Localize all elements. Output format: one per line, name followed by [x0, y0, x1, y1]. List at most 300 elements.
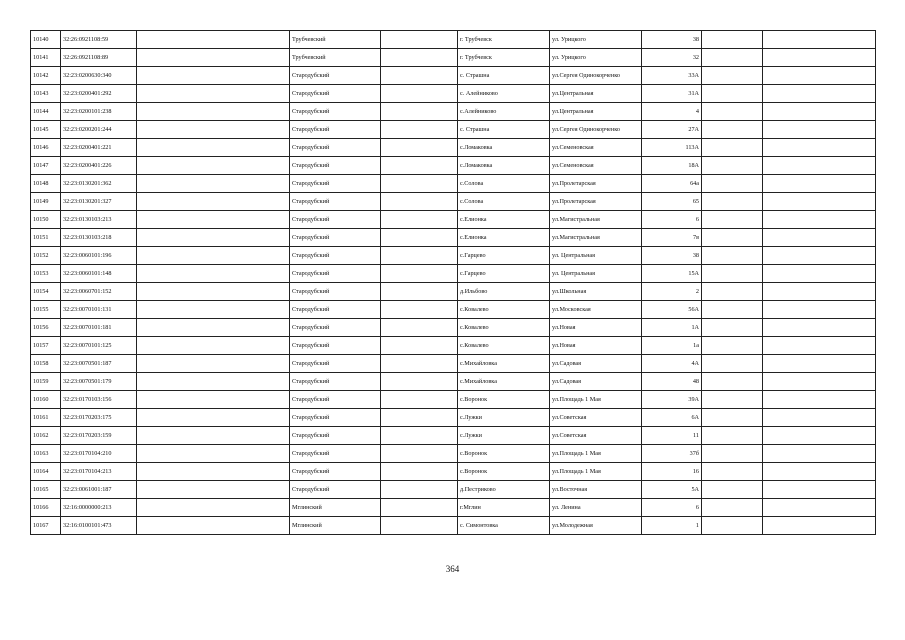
cell-blank-col — [137, 481, 290, 499]
cell-blank-col — [137, 373, 290, 391]
cell-house-number: 37б — [642, 445, 702, 463]
cell-blank-col — [381, 373, 458, 391]
cell-blank-col — [702, 481, 763, 499]
cell-settlement: с.Елионка — [458, 211, 550, 229]
cell-blank-col — [763, 337, 876, 355]
cell-settlement: с.Солова — [458, 193, 550, 211]
cell-district: Стародубский — [290, 103, 381, 121]
cell-blank-col — [381, 229, 458, 247]
cell-district: Стародубский — [290, 427, 381, 445]
cell-street: ул. Центральная — [550, 247, 642, 265]
cell-district: Стародубский — [290, 157, 381, 175]
cell-blank-col — [137, 265, 290, 283]
cell-blank-col — [702, 301, 763, 319]
table-row — [31, 373, 876, 391]
cell-blank-col — [763, 67, 876, 85]
cell-row-number: 10141 — [31, 49, 61, 67]
cell-settlement: с. Алейниково — [458, 85, 550, 103]
cell-house-number: 65 — [642, 193, 702, 211]
cell-blank-col — [381, 193, 458, 211]
cell-blank-col — [137, 283, 290, 301]
cell-blank-col — [137, 355, 290, 373]
cell-blank-col — [381, 211, 458, 229]
cell-cadastral-number: 32:16:0100101:473 — [61, 517, 137, 535]
cell-house-number: 16 — [642, 463, 702, 481]
cell-street: ул.Восточная — [550, 481, 642, 499]
table-row — [31, 319, 876, 337]
cell-blank-col — [381, 337, 458, 355]
cell-street: ул.Семеновская — [550, 139, 642, 157]
cell-street: ул.Площадь 1 Мая — [550, 391, 642, 409]
cell-settlement: с.Воронок — [458, 391, 550, 409]
cell-row-number: 10151 — [31, 229, 61, 247]
cell-settlement: д.Пестриково — [458, 481, 550, 499]
cell-blank-col — [381, 481, 458, 499]
cell-district: Стародубский — [290, 193, 381, 211]
cell-district: Стародубский — [290, 445, 381, 463]
cell-cadastral-number: 32:23:0170203:175 — [61, 409, 137, 427]
cell-district: Стародубский — [290, 373, 381, 391]
cell-district: Стародубский — [290, 355, 381, 373]
cell-blank-col — [702, 247, 763, 265]
cell-settlement: с.Гарцево — [458, 265, 550, 283]
cell-street: ул.Новая — [550, 337, 642, 355]
cell-settlement: с.Воронок — [458, 463, 550, 481]
cell-house-number: 15А — [642, 265, 702, 283]
cell-house-number: 6 — [642, 499, 702, 517]
cadastre-table — [30, 30, 876, 535]
cell-cadastral-number: 32:23:0070501:187 — [61, 355, 137, 373]
cell-row-number: 10148 — [31, 175, 61, 193]
cell-cadastral-number: 32:23:0070101:181 — [61, 319, 137, 337]
cell-street: ул.Центральная — [550, 103, 642, 121]
table-row — [31, 157, 876, 175]
cell-blank-col — [763, 427, 876, 445]
cell-cadastral-number: 32:23:0200401:292 — [61, 85, 137, 103]
cell-district: Стародубский — [290, 283, 381, 301]
cell-row-number: 10143 — [31, 85, 61, 103]
cell-cadastral-number: 32:23:0061001:187 — [61, 481, 137, 499]
cell-street: ул.Садовая — [550, 373, 642, 391]
cell-house-number: 38 — [642, 31, 702, 49]
cell-house-number: 27А — [642, 121, 702, 139]
table-row — [31, 283, 876, 301]
cell-street: ул. Ленина — [550, 499, 642, 517]
cell-blank-col — [763, 157, 876, 175]
cell-settlement: с.Ковалево — [458, 301, 550, 319]
cell-blank-col — [702, 319, 763, 337]
cell-blank-col — [137, 157, 290, 175]
cell-row-number: 10144 — [31, 103, 61, 121]
cell-cadastral-number: 32:23:0060701:152 — [61, 283, 137, 301]
cell-blank-col — [763, 283, 876, 301]
cell-blank-col — [763, 31, 876, 49]
cell-district: Стародубский — [290, 211, 381, 229]
cell-cadastral-number: 32:23:0060101:196 — [61, 247, 137, 265]
cell-blank-col — [763, 265, 876, 283]
cell-blank-col — [137, 49, 290, 67]
cell-blank-col — [381, 463, 458, 481]
table-row — [31, 427, 876, 445]
cell-district: Стародубский — [290, 247, 381, 265]
table-row — [31, 337, 876, 355]
cell-blank-col — [702, 445, 763, 463]
cell-blank-col — [137, 247, 290, 265]
cell-cadastral-number: 32:23:0200401:226 — [61, 157, 137, 175]
cell-district: Мглинский — [290, 499, 381, 517]
cell-street: ул.Семеновская — [550, 157, 642, 175]
cell-house-number: 48 — [642, 373, 702, 391]
cell-house-number: 38 — [642, 247, 702, 265]
cell-blank-col — [137, 337, 290, 355]
cell-row-number: 10157 — [31, 337, 61, 355]
table-row — [31, 139, 876, 157]
table-row — [31, 481, 876, 499]
cell-district: Стародубский — [290, 67, 381, 85]
cell-blank-col — [763, 211, 876, 229]
cell-district: Стародубский — [290, 319, 381, 337]
cell-cadastral-number: 32:23:0170103:156 — [61, 391, 137, 409]
cell-blank-col — [381, 157, 458, 175]
cell-blank-col — [702, 211, 763, 229]
document-table-container — [30, 30, 876, 535]
cell-house-number: 113А — [642, 139, 702, 157]
table-row — [31, 409, 876, 427]
cell-house-number: 18А — [642, 157, 702, 175]
cell-blank-col — [763, 175, 876, 193]
cell-blank-col — [137, 139, 290, 157]
table-row — [31, 445, 876, 463]
table-row — [31, 517, 876, 535]
cell-cadastral-number: 32:23:0200401:221 — [61, 139, 137, 157]
cell-district: Стародубский — [290, 463, 381, 481]
cell-street: ул.Школьная — [550, 283, 642, 301]
cell-house-number: 33А — [642, 67, 702, 85]
cell-row-number: 10165 — [31, 481, 61, 499]
cell-blank-col — [137, 193, 290, 211]
cell-cadastral-number: 32:23:0060101:148 — [61, 265, 137, 283]
cell-row-number: 10153 — [31, 265, 61, 283]
cell-street: ул.Площадь 1 Мая — [550, 463, 642, 481]
cell-house-number: 2 — [642, 283, 702, 301]
cell-blank-col — [137, 103, 290, 121]
cell-blank-col — [763, 355, 876, 373]
cell-house-number: 39А — [642, 391, 702, 409]
cell-settlement: с.Лужки — [458, 409, 550, 427]
cell-district: Трубчевский — [290, 49, 381, 67]
cell-blank-col — [381, 391, 458, 409]
cell-cadastral-number: 32:23:0070501:179 — [61, 373, 137, 391]
cell-blank-col — [137, 211, 290, 229]
cell-settlement: с.Елионка — [458, 229, 550, 247]
cell-row-number: 10152 — [31, 247, 61, 265]
cell-settlement: с.Алейниково — [458, 103, 550, 121]
cell-district: Стародубский — [290, 337, 381, 355]
table-row — [31, 229, 876, 247]
cell-blank-col — [381, 427, 458, 445]
cell-row-number: 10159 — [31, 373, 61, 391]
page-number: 364 — [445, 564, 460, 574]
cell-street: ул.Пролетарская — [550, 175, 642, 193]
cell-blank-col — [763, 85, 876, 103]
cell-house-number: 6 — [642, 211, 702, 229]
cell-blank-col — [763, 49, 876, 67]
cell-blank-col — [381, 67, 458, 85]
cell-blank-col — [381, 103, 458, 121]
cell-blank-col — [381, 301, 458, 319]
cell-blank-col — [381, 445, 458, 463]
cell-street: ул.Советская — [550, 427, 642, 445]
cell-cadastral-number: 32:16:0000000:213 — [61, 499, 137, 517]
cell-blank-col — [763, 463, 876, 481]
cell-house-number: 4 — [642, 103, 702, 121]
cell-blank-col — [702, 157, 763, 175]
cell-row-number: 10160 — [31, 391, 61, 409]
cell-settlement: г. Трубчевск — [458, 49, 550, 67]
cell-blank-col — [702, 139, 763, 157]
cell-settlement: д.Ильбово — [458, 283, 550, 301]
cell-blank-col — [702, 283, 763, 301]
cell-blank-col — [702, 175, 763, 193]
table-row — [31, 301, 876, 319]
table-row — [31, 121, 876, 139]
cell-street: ул.Садовая — [550, 355, 642, 373]
cell-street: ул.Площадь 1 Мая — [550, 445, 642, 463]
cell-blank-col — [381, 85, 458, 103]
cell-street: ул.Советская — [550, 409, 642, 427]
table-row — [31, 391, 876, 409]
cell-blank-col — [763, 481, 876, 499]
cell-house-number: 56А — [642, 301, 702, 319]
table-row — [31, 499, 876, 517]
cell-house-number: 7в — [642, 229, 702, 247]
cell-district: Стародубский — [290, 265, 381, 283]
table-row — [31, 193, 876, 211]
cell-blank-col — [763, 445, 876, 463]
cell-district: Стародубский — [290, 409, 381, 427]
cell-street: ул.Магистральная — [550, 229, 642, 247]
cell-district: Стародубский — [290, 391, 381, 409]
cell-blank-col — [702, 409, 763, 427]
cell-blank-col — [137, 409, 290, 427]
table-row — [31, 67, 876, 85]
cell-row-number: 10166 — [31, 499, 61, 517]
cell-settlement: с.Воронок — [458, 445, 550, 463]
cell-row-number: 10162 — [31, 427, 61, 445]
cell-settlement: с.Ковалево — [458, 319, 550, 337]
cell-house-number: 6А — [642, 409, 702, 427]
cell-blank-col — [381, 247, 458, 265]
cell-blank-col — [702, 463, 763, 481]
cell-blank-col — [763, 391, 876, 409]
cell-street: ул.Сергея Одинокорченко — [550, 67, 642, 85]
cell-settlement: с.Солова — [458, 175, 550, 193]
cell-blank-col — [381, 31, 458, 49]
cell-house-number: 64а — [642, 175, 702, 193]
cell-cadastral-number: 32:23:0130201:327 — [61, 193, 137, 211]
cell-house-number: 1А — [642, 319, 702, 337]
cell-settlement: с.Михайловка — [458, 355, 550, 373]
cell-blank-col — [381, 319, 458, 337]
cell-settlement: г.Мглин — [458, 499, 550, 517]
cell-blank-col — [381, 499, 458, 517]
cell-blank-col — [702, 355, 763, 373]
cell-house-number: 1 — [642, 517, 702, 535]
cell-blank-col — [702, 265, 763, 283]
cell-blank-col — [763, 409, 876, 427]
cell-cadastral-number: 32:23:0130201:362 — [61, 175, 137, 193]
cell-row-number: 10147 — [31, 157, 61, 175]
cell-row-number: 10150 — [31, 211, 61, 229]
cell-row-number: 10156 — [31, 319, 61, 337]
cell-row-number: 10167 — [31, 517, 61, 535]
cell-blank-col — [702, 427, 763, 445]
cell-row-number: 10140 — [31, 31, 61, 49]
cell-blank-col — [763, 373, 876, 391]
cell-row-number: 10163 — [31, 445, 61, 463]
table-row — [31, 247, 876, 265]
cell-settlement: с.Гарцево — [458, 247, 550, 265]
cell-blank-col — [702, 85, 763, 103]
cell-row-number: 10164 — [31, 463, 61, 481]
cell-blank-col — [381, 139, 458, 157]
cell-blank-col — [702, 103, 763, 121]
cell-cadastral-number: 32:23:0070101:131 — [61, 301, 137, 319]
cell-street: ул.Московская — [550, 301, 642, 319]
cell-settlement: с. Симонтовка — [458, 517, 550, 535]
cell-blank-col — [702, 121, 763, 139]
cell-settlement: с.Ломаковка — [458, 139, 550, 157]
cell-street: ул.Центральная — [550, 85, 642, 103]
table-row — [31, 85, 876, 103]
cell-blank-col — [381, 283, 458, 301]
cell-settlement: с.Ковалево — [458, 337, 550, 355]
cell-row-number: 10155 — [31, 301, 61, 319]
cell-blank-col — [137, 229, 290, 247]
cell-district: Трубчевский — [290, 31, 381, 49]
cell-street: ул.Новая — [550, 319, 642, 337]
cell-street: ул.Сергея Одинокорченко — [550, 121, 642, 139]
cell-blank-col — [137, 31, 290, 49]
cell-row-number: 10145 — [31, 121, 61, 139]
cell-cadastral-number: 32:23:0170104:213 — [61, 463, 137, 481]
cell-row-number: 10142 — [31, 67, 61, 85]
cell-house-number: 11 — [642, 427, 702, 445]
cell-blank-col — [137, 301, 290, 319]
cell-blank-col — [702, 337, 763, 355]
cell-blank-col — [381, 49, 458, 67]
cell-district: Стародубский — [290, 229, 381, 247]
cell-blank-col — [137, 175, 290, 193]
cell-blank-col — [763, 499, 876, 517]
cell-district: Стародубский — [290, 301, 381, 319]
cell-blank-col — [137, 517, 290, 535]
cell-house-number: 1а — [642, 337, 702, 355]
cell-settlement: с.Лужки — [458, 427, 550, 445]
cell-district: Стародубский — [290, 175, 381, 193]
cell-cadastral-number: 32:23:0170104:210 — [61, 445, 137, 463]
cell-district: Стародубский — [290, 85, 381, 103]
cell-blank-col — [702, 229, 763, 247]
cell-blank-col — [137, 445, 290, 463]
cell-blank-col — [702, 517, 763, 535]
cell-blank-col — [381, 517, 458, 535]
cell-blank-col — [702, 373, 763, 391]
cell-blank-col — [763, 121, 876, 139]
table-row — [31, 463, 876, 481]
cell-blank-col — [137, 121, 290, 139]
cell-blank-col — [763, 103, 876, 121]
table-row — [31, 103, 876, 121]
cell-cadastral-number: 32:23:0170203:159 — [61, 427, 137, 445]
cell-cadastral-number: 32:23:0200201:244 — [61, 121, 137, 139]
table-row — [31, 211, 876, 229]
cell-blank-col — [702, 193, 763, 211]
cell-settlement: с. Страшна — [458, 121, 550, 139]
cell-settlement: с. Страшна — [458, 67, 550, 85]
cell-blank-col — [381, 409, 458, 427]
cell-row-number: 10161 — [31, 409, 61, 427]
table-row — [31, 49, 876, 67]
cell-row-number: 10149 — [31, 193, 61, 211]
cell-district: Стародубский — [290, 481, 381, 499]
cell-street: ул.Магистральная — [550, 211, 642, 229]
cell-settlement: с.Ломаковка — [458, 157, 550, 175]
cell-blank-col — [137, 463, 290, 481]
cell-blank-col — [137, 427, 290, 445]
cell-blank-col — [702, 31, 763, 49]
cell-row-number: 10146 — [31, 139, 61, 157]
cell-district: Стародубский — [290, 121, 381, 139]
cell-street: ул.Молодежная — [550, 517, 642, 535]
cell-settlement: г. Трубчевск — [458, 31, 550, 49]
table-row — [31, 265, 876, 283]
cell-settlement: с.Михайловка — [458, 373, 550, 391]
cell-blank-col — [763, 517, 876, 535]
cell-house-number: 5А — [642, 481, 702, 499]
cell-cadastral-number: 32:23:0200630:340 — [61, 67, 137, 85]
cell-blank-col — [137, 499, 290, 517]
cell-blank-col — [381, 121, 458, 139]
cell-street: ул. Урицкого — [550, 31, 642, 49]
cell-blank-col — [702, 49, 763, 67]
cell-district: Стародубский — [290, 139, 381, 157]
cell-cadastral-number: 32:23:0130103:213 — [61, 211, 137, 229]
cell-blank-col — [763, 319, 876, 337]
cell-row-number: 10154 — [31, 283, 61, 301]
cell-cadastral-number: 32:23:0070101:125 — [61, 337, 137, 355]
cell-blank-col — [702, 499, 763, 517]
cell-house-number: 31А — [642, 85, 702, 103]
table-row — [31, 31, 876, 49]
cell-cadastral-number: 32:23:0130103:218 — [61, 229, 137, 247]
cell-blank-col — [763, 193, 876, 211]
cell-blank-col — [702, 67, 763, 85]
table-row — [31, 175, 876, 193]
cell-cadastral-number: 32:23:0200101:238 — [61, 103, 137, 121]
cell-blank-col — [137, 85, 290, 103]
cell-blank-col — [763, 139, 876, 157]
cell-blank-col — [763, 247, 876, 265]
cell-blank-col — [381, 265, 458, 283]
cell-blank-col — [137, 67, 290, 85]
cell-street: ул.Пролетарская — [550, 193, 642, 211]
cell-blank-col — [137, 391, 290, 409]
cell-district: Мглинский — [290, 517, 381, 535]
cell-blank-col — [381, 355, 458, 373]
cell-cadastral-number: 32:26:0921108:89 — [61, 49, 137, 67]
cell-house-number: 4А — [642, 355, 702, 373]
